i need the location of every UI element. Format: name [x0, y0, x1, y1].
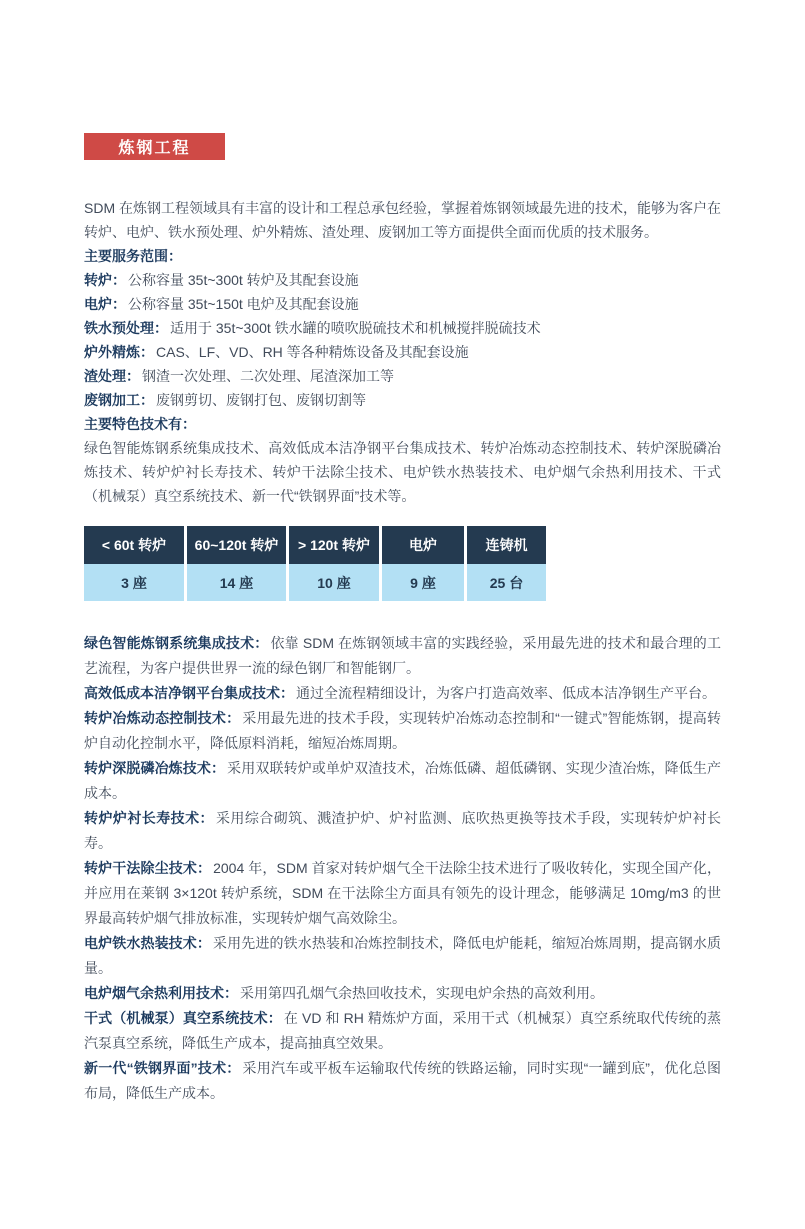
tech-label: 电炉铁水热装技术： [84, 935, 212, 951]
tech-label: 转炉冶炼动态控制技术： [84, 710, 241, 726]
service-label: 铁水预处理： [84, 320, 168, 336]
service-item [84, 316, 721, 340]
service-item [84, 292, 721, 316]
tech-text: 采用综合砌筑、溅渣护炉、炉衬监测、底吹热更换等技术手段，实现转炉炉衬长寿。 [84, 810, 722, 851]
features-heading: 主要特色技术有： [84, 416, 196, 432]
table-value-cell: 25 台 [467, 564, 546, 601]
tech-item [84, 856, 721, 931]
top-text-block [84, 196, 721, 508]
features-paragraph: 绿色智能炼钢系统集成技术、高效低成本洁净钢平台集成技术、转炉冶炼动态控制技术、转炉深脱磷冶炼技术、转炉炉衬长寿技术、转炉干法除尘技术、电炉铁水热装技术、电炉烟气余热利用技术、干式（机械泵）真空系统技术、新一代“铁钢界面”技术等。 [84, 440, 721, 504]
tech-item [84, 631, 721, 681]
tech-item [84, 756, 721, 806]
tech-text: 采用双联转炉或单炉双渣技术，冶炼低磷、超低磷钢、实现少渣冶炼，降低生产成本。 [84, 760, 722, 801]
tech-item [84, 981, 721, 1006]
tech-item [84, 1056, 721, 1106]
capacity-table-header-row [84, 526, 546, 564]
title-banner [84, 133, 225, 160]
tech-item [84, 706, 721, 756]
tech-text: 在 VD 和 RH 精炼炉方面，采用干式（机械泵）真空系统取代传统的蒸汽泵真空系统，降低生产成本，提高抽真空效果。 [84, 1010, 722, 1051]
service-text: CAS、LF、VD、RH 等各种精炼设备及其配套设施 [156, 344, 469, 360]
tech-item [84, 681, 721, 706]
service-text: 钢渣一次处理、二次处理、尾渣深加工等 [142, 368, 394, 384]
services-list [84, 268, 721, 412]
document-page [0, 133, 805, 1229]
intro-paragraph: SDM 在炼钢工程领域具有丰富的设计和工程总承包经验，掌握着炼钢领域最先进的技术，能够为客户在转炉、电炉、铁水预处理、炉外精炼、渣处理、废钢加工等方面提供全面而优质的技术服务。 [84, 200, 721, 240]
tech-item [84, 806, 721, 856]
table-header-cell: < 60t 转炉 [84, 526, 184, 564]
service-text: 公称容量 35t~150t 电炉及其配套设施 [128, 296, 359, 312]
service-label: 转炉： [84, 272, 126, 288]
service-label: 渣处理： [84, 368, 140, 384]
tech-text: 采用第四孔烟气余热回收技术，实现电炉余热的高效利用。 [240, 985, 604, 1001]
table-header-cell: 连铸机 [467, 526, 546, 564]
technologies-block [84, 631, 721, 1106]
capacity-table-value-row [84, 564, 546, 601]
table-value-cell: 9 座 [382, 564, 464, 601]
table-header-cell: 60~120t 转炉 [187, 526, 286, 564]
tech-label: 电炉烟气余热利用技术： [84, 985, 238, 1001]
service-label: 废钢加工： [84, 392, 154, 408]
tech-label: 干式（机械泵）真空系统技术： [84, 1010, 282, 1026]
service-item [84, 364, 721, 388]
table-value-cell: 10 座 [289, 564, 379, 601]
service-text: 公称容量 35t~300t 转炉及其配套设施 [128, 272, 359, 288]
table-value-cell: 14 座 [187, 564, 286, 601]
services-heading: 主要服务范围： [84, 248, 182, 264]
service-text: 废钢剪切、废钢打包、废钢切割等 [156, 392, 366, 408]
service-item [84, 388, 721, 412]
tech-label: 绿色智能炼钢系统集成技术： [84, 635, 269, 651]
tech-text: 采用汽车或平板车运输取代传统的铁路运输，同时实现“一罐到底”，优化总图布局，降低生产成本。 [84, 1060, 722, 1101]
page-content [84, 133, 721, 1106]
service-text: 适用于 35t~300t 铁水罐的喷吹脱硫技术和机械搅拌脱硫技术 [170, 320, 541, 336]
tech-text: 采用最先进的技术手段，实现转炉冶炼动态控制和“一键式”智能炼钢，提高转炉自动化控制水平，降低原料消耗，缩短冶炼周期。 [84, 710, 722, 751]
tech-label: 新一代“铁钢界面”技术： [84, 1060, 241, 1076]
tech-text: 通过全流程精细设计，为客户打造高效率、低成本洁净钢生产平台。 [296, 685, 716, 701]
service-item [84, 268, 721, 292]
page-title: 炼钢工程 [118, 140, 191, 157]
tech-label: 转炉深脱磷冶炼技术： [84, 760, 226, 776]
tech-label: 高效低成本洁净钢平台集成技术： [84, 685, 294, 701]
capacity-table [84, 526, 546, 601]
tech-text: 采用先进的铁水热装和冶炼控制技术，降低电炉能耗，缩短冶炼周期，提高钢水质量。 [84, 935, 722, 976]
table-header-cell: 电炉 [382, 526, 464, 564]
tech-text: 依靠 SDM 在炼钢领域丰富的实践经验，采用最先进的技术和最合理的工艺流程，为客户提供世界一流的绿色钢厂和智能钢厂。 [84, 635, 721, 676]
table-header-cell: > 120t 转炉 [289, 526, 379, 564]
table-value-cell: 3 座 [84, 564, 184, 601]
service-item [84, 340, 721, 364]
tech-item [84, 931, 721, 981]
tech-item [84, 1006, 721, 1056]
tech-label: 转炉炉衬长寿技术： [84, 810, 214, 826]
service-label: 电炉： [84, 296, 126, 312]
tech-text: 2004 年，SDM 首家对转炉烟气全干法除尘技术进行了吸收转化，实现全国产化，并应用在莱钢 3×120t 转炉系统，SDM 在干法除尘方面具有领先的设计理念，能够满足 10mg/m3 的世界最高转炉烟气排放标准，实现转炉烟气高效除尘。 [84, 860, 721, 926]
tech-label: 转炉干法除尘技术： [84, 860, 212, 876]
service-label: 炉外精炼： [84, 344, 154, 360]
